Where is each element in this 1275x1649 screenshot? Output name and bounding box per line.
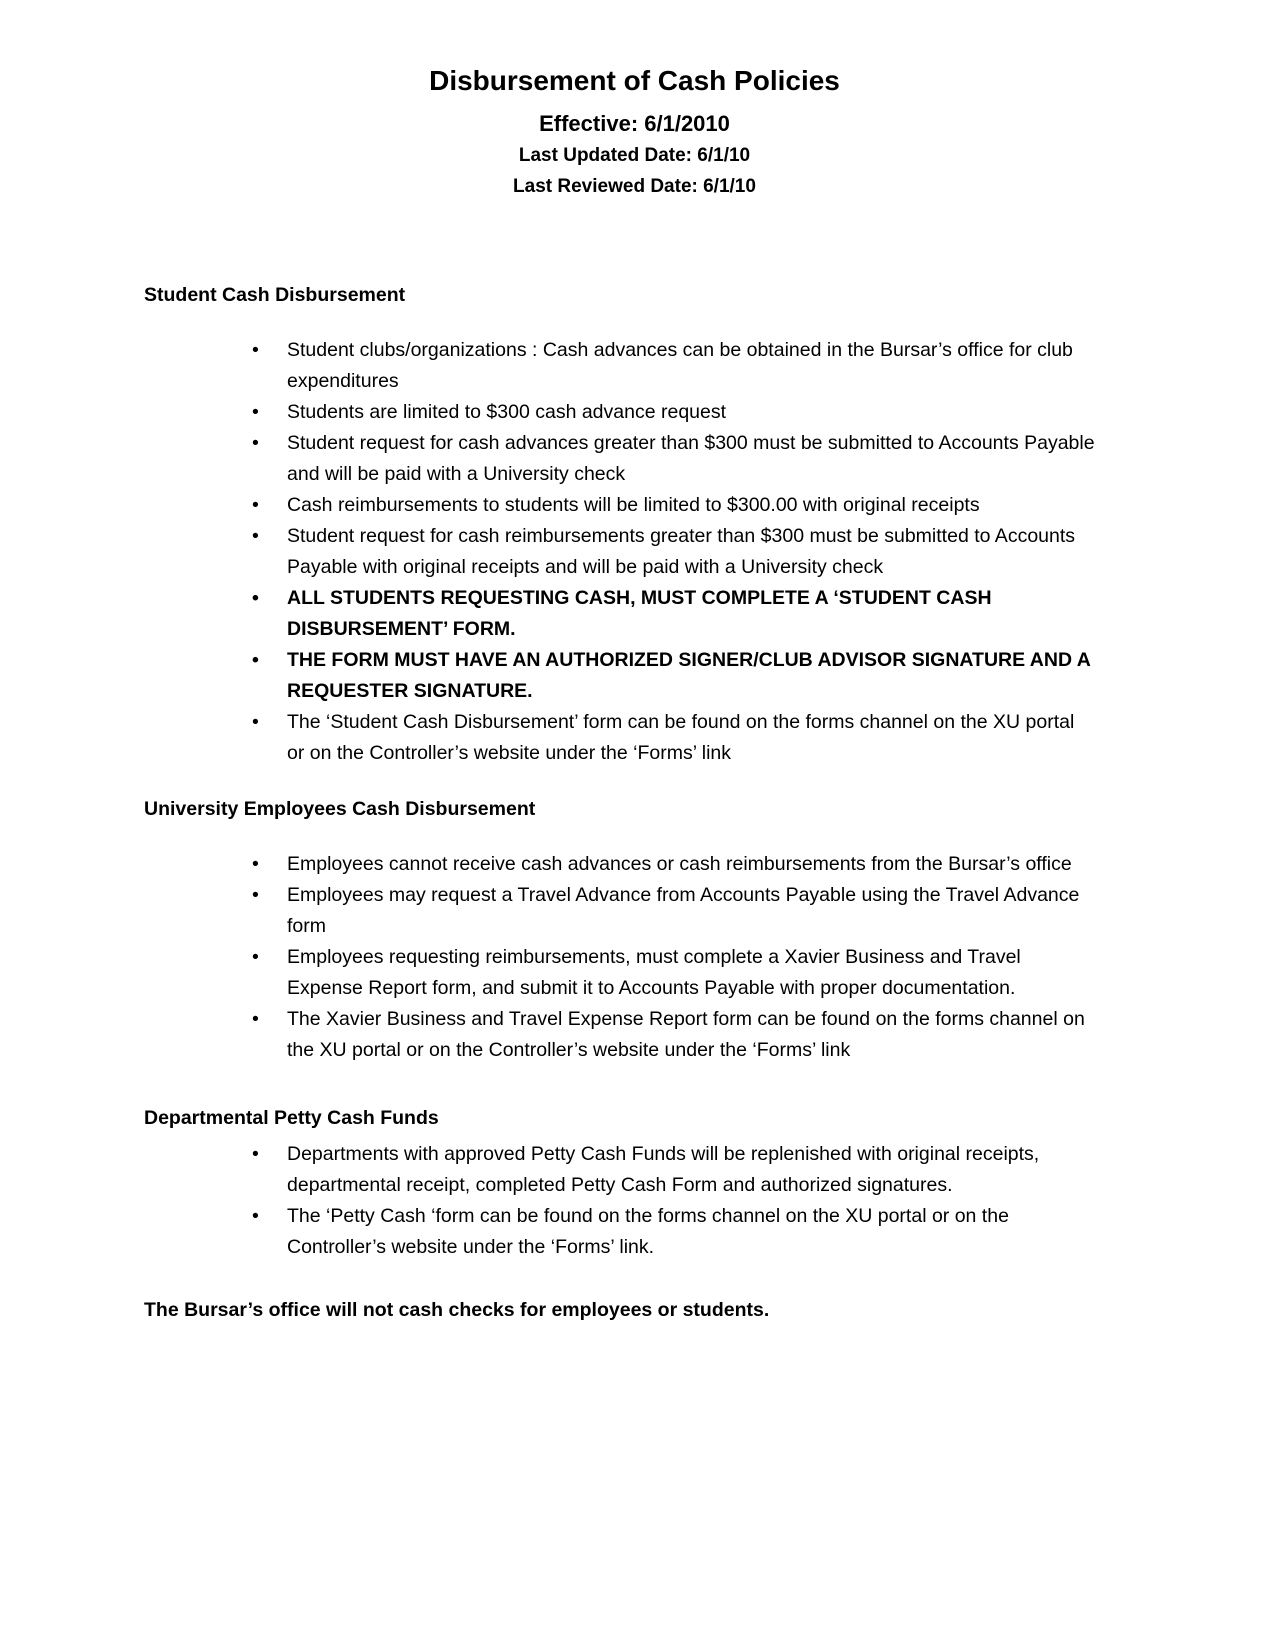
section-heading: Departmental Petty Cash Funds — [144, 1107, 439, 1130]
bullet-item: • Cash reimbursements to students will be limited to $300.00 with original receipts — [250, 490, 1095, 521]
bullet-item: • Student request for cash advances greater than $300 must be submitted to Accounts Payable and will be paid with a University check — [250, 428, 1095, 490]
section-student-cash-disbursement — [144, 283, 1125, 769]
effective-date-line: Effective: 6/1/2010 — [539, 110, 730, 136]
bullet-item: • Employees cannot receive cash advances or cash reimbursements from the Bursar’s office — [250, 849, 1095, 880]
section-departmental-petty-cash-funds — [144, 1106, 1125, 1262]
bullet-item: • Student clubs/organizations : Cash advances can be obtained in the Bursar’s office for club expenditures — [250, 335, 1095, 397]
bullet-item: • The ‘Student Cash Disbursement’ form can be found on the forms channel on the XU portal or on the Controller’s website under the ‘Forms’ link — [250, 707, 1095, 769]
bullet-item: • Employees may request a Travel Advance from Accounts Payable using the Travel Advance form — [250, 880, 1095, 942]
bullet-item: • The ‘Petty Cash ‘form can be found on the forms channel on the XU portal or on the Controller’s website under the ‘Forms’ link. — [250, 1201, 1095, 1263]
bullet-item: • The Xavier Business and Travel Expense Report form can be found on the forms channel on the XU portal or on the Controller’s website under the ‘Forms’ link — [250, 1004, 1095, 1066]
section-heading: Student Cash Disbursement — [144, 283, 406, 306]
bullet-item-emphasized: • THE FORM MUST HAVE AN AUTHORIZED SIGNER/CLUB ADVISOR SIGNATURE AND A REQUESTER SIGNATURE. — [250, 645, 1095, 707]
document-title: Disbursement of Cash Policies — [429, 65, 840, 96]
bullet-item: • Departments with approved Petty Cash Funds will be replenished with original receipts, departmental receipt, completed Petty Cash Form and authorized signatures. — [250, 1139, 1095, 1201]
last-reviewed-line: Last Reviewed Date: 6/1/10 — [513, 175, 756, 197]
bullet-list — [250, 1139, 1095, 1263]
closing-statement: The Bursar’s office will not cash checks for employees or students. — [144, 1298, 770, 1321]
section-heading: University Employees Cash Disbursement — [144, 797, 536, 820]
bullet-list — [250, 335, 1095, 769]
bullet-item-emphasized: • ALL STUDENTS REQUESTING CASH, MUST COMPLETE A ‘STUDENT CASH DISBURSEMENT’ FORM. — [250, 583, 1095, 645]
bullet-item: • Students are limited to $300 cash advance request — [250, 397, 1095, 428]
last-updated-line: Last Updated Date: 6/1/10 — [518, 145, 751, 167]
bullet-item: • Employees requesting reimbursements, must complete a Xavier Business and Travel Expense Report form, and submit it to Accounts Payable with proper documentation. — [250, 942, 1095, 1004]
bullet-item: • Student request for cash reimbursements greater than $300 must be submitted to Accounts Payable with original receipts and will be paid with a University check — [250, 521, 1095, 583]
bullet-list — [250, 849, 1095, 1066]
section-university-employees-cash-disbursement — [144, 797, 1125, 1066]
